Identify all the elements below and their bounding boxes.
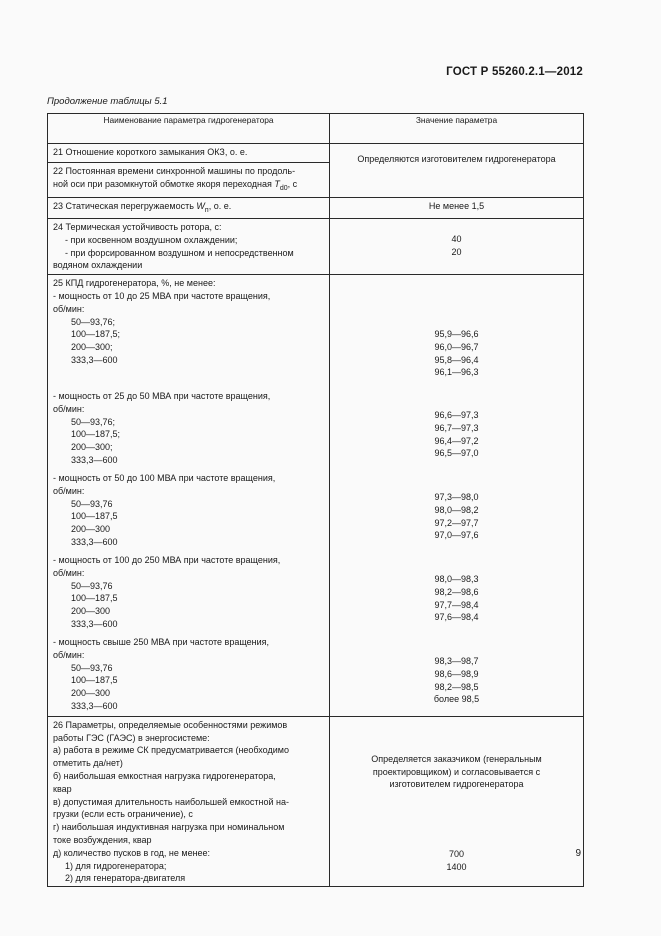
row23-label-pre: 23 Статическая перегружаемость (53, 201, 197, 212)
row24-label (48, 218, 330, 274)
group-title-b: об/мин: (53, 649, 85, 660)
table-row-24 (48, 218, 584, 274)
row24-item1: - при косвенном воздушном охлаждении; (65, 234, 238, 245)
group-title-a: - мощность от 10 до 25 МВА при частоте вращения, (53, 290, 271, 301)
row25-label (48, 275, 330, 717)
table-row-25 (48, 275, 584, 717)
group-item: 200—300 (71, 688, 111, 699)
group-item: 100—187,5; (71, 329, 121, 340)
row22-subscript: d0 (279, 184, 288, 192)
row26-line: 26 Параметры, определяемые особенностями режимов (53, 719, 288, 730)
group-item: 333,3—600 (71, 700, 118, 711)
row22-label-line-a: 22 Постоянная времени синхронной машины по продоль- (53, 166, 296, 176)
group-item: 50—93,76; (71, 416, 116, 427)
row26-value-line: Определяется заказчиком (генеральным (371, 753, 542, 764)
row24-item2a: - при форсированном воздушном и непосредственном (65, 247, 294, 258)
row24-item2b: водяном охлаждении (53, 260, 143, 271)
group-item: 50—93,76 (71, 498, 113, 509)
row26-line: а) работа в режиме СК предусматривается (необходимо (53, 745, 289, 756)
row25-values-group-5 (335, 636, 578, 706)
row26-line: в) допустимая длительность наибольшей емкостной на- (53, 796, 290, 807)
row24-title: 24 Термическая устойчивость ротора, с: (53, 221, 222, 232)
table-row-26 (48, 716, 584, 886)
row25-values-group-3 (335, 472, 578, 554)
group-item: 100—187,5; (71, 429, 121, 440)
row25-group-4 (53, 554, 324, 636)
row26-line: б) наибольшая емкостная нагрузка гидрогенератора, (53, 770, 276, 781)
row25-values-group-1 (335, 290, 578, 390)
value: 96,6—97,3 (434, 409, 479, 420)
row26-line: д) количество пусков в год, не менее: (53, 847, 211, 858)
value: 98,2—98,5 (434, 681, 479, 692)
value: 96,0—96,7 (434, 341, 479, 352)
value: 97,7—98,4 (434, 599, 479, 610)
group-item: 50—93,76 (71, 662, 113, 673)
row26-values (330, 716, 584, 886)
row25-values (330, 275, 584, 717)
value: 97,6—98,4 (434, 612, 479, 623)
row26-line: токе возбуждения, квар (53, 834, 152, 845)
group-item: 100—187,5 (71, 675, 118, 686)
value: 98,2—98,6 (434, 586, 479, 597)
row23-subscript: п (204, 207, 209, 215)
group-title-a: - мощность от 25 до 50 МВА при частоте вращения, (53, 390, 271, 401)
row25-values-group-2 (335, 390, 578, 472)
row26-value-sub1: 700 (448, 849, 465, 860)
row26-line: г) наибольшая индуктивная нагрузка при номинальном (53, 822, 285, 833)
value: 97,0—97,6 (434, 530, 479, 541)
group-title-b: об/мин: (53, 567, 85, 578)
row23-symbol: W (196, 201, 205, 212)
value: 98,0—98,3 (434, 573, 479, 584)
row21-label: 21 Отношение короткого замыкания ОКЗ, о. е. (48, 144, 330, 163)
value: 98,6—98,9 (434, 668, 479, 679)
value: 96,4—97,2 (434, 435, 479, 446)
group-item: 333,3—600 (71, 454, 118, 465)
group-title-a: - мощность от 100 до 250 МВА при частоте вращения, (53, 554, 281, 565)
header-parameter-value: Значение параметра (330, 114, 584, 144)
row21-22-value: Определяются изготовителем гидрогенератора (330, 144, 584, 198)
row22-symbol: T (274, 178, 280, 189)
row24-value2: 20 (451, 246, 462, 257)
group-item: 200—300 (71, 524, 111, 535)
table-row-21 (48, 144, 584, 163)
row25-group-5 (53, 636, 324, 713)
row22-label-line-b: ной оси при разомкнутой обмотке якоря переходная (53, 178, 272, 189)
value: 98,3—98,7 (434, 655, 479, 666)
value: 95,8—96,4 (434, 354, 479, 365)
row25-group-2 (53, 390, 324, 472)
group-title-a: - мощность свыше 250 МВА при частоте вращения, (53, 636, 270, 647)
row22-label (48, 163, 330, 198)
group-item: 200—300; (71, 342, 113, 353)
group-item: 50—93,76 (71, 580, 113, 591)
parameters-table (47, 113, 584, 887)
group-item: 200—300 (71, 606, 111, 617)
row26-sub2: 2) для генератора-двигателя (65, 873, 186, 884)
row25-group-3 (53, 472, 324, 554)
value: более 98,5 (433, 694, 480, 705)
value: 95,9—96,6 (434, 328, 479, 339)
row23-label-post: , о. е. (208, 201, 232, 212)
group-item: 333,3—600 (71, 618, 118, 629)
row26-label (48, 716, 330, 886)
page-number: 9 (575, 848, 581, 859)
row26-value-line: проектировщиком) и согласовывается с (372, 766, 541, 777)
group-item: 100—187,5 (71, 593, 118, 604)
standard-code: ГОСТ Р 55260.2.1—2012 (446, 66, 583, 78)
table-continuation-label: Продолжение таблицы 5.1 (47, 96, 168, 107)
value: 96,1—96,3 (434, 367, 479, 378)
row26-value-sub2: 1400 (446, 861, 467, 872)
group-title-b: об/мин: (53, 403, 85, 414)
row26-line: грузки (если есть ограничение), с (53, 809, 193, 820)
group-title-a: - мощность от 50 до 100 МВА при частоте вращения, (53, 472, 276, 483)
row26-line: отметить да/нет) (53, 758, 123, 769)
value: 96,7—97,3 (434, 422, 479, 433)
row24-value1: 40 (451, 233, 462, 244)
row25-title: 25 КПД гидрогенератора, %, не менее: (53, 278, 216, 289)
value: 96,5—97,0 (434, 448, 479, 459)
row23-label (48, 198, 330, 219)
group-title-b: об/мин: (53, 485, 85, 496)
table-row-23 (48, 198, 584, 219)
row22-unit: , с (287, 178, 298, 189)
row26-line: квар (53, 783, 72, 794)
group-item: 200—300; (71, 442, 113, 453)
header-parameter-name: Наименование параметра гидрогенератора (48, 114, 330, 144)
value: 97,2—97,7 (434, 517, 479, 528)
row26-value-line: изготовителем гидрогенератора (389, 779, 524, 790)
group-title-b: об/мин: (53, 303, 85, 314)
row23-value: Не менее 1,5 (330, 198, 584, 219)
row24-values (330, 218, 584, 274)
group-item: 333,3—600 (71, 354, 118, 365)
value: 97,3—98,0 (434, 491, 479, 502)
group-item: 333,3—600 (71, 536, 118, 547)
row25-group-1 (53, 290, 324, 390)
group-item: 100—187,5 (71, 511, 118, 522)
group-item: 50—93,76; (71, 316, 116, 327)
row26-line: работы ГЭС (ГАЭС) в энергосистеме: (53, 732, 210, 743)
row25-values-group-4 (335, 554, 578, 636)
row26-sub1: 1) для гидрогенератора; (65, 860, 167, 871)
table-header-row (48, 114, 584, 144)
value: 98,0—98,2 (434, 504, 479, 515)
